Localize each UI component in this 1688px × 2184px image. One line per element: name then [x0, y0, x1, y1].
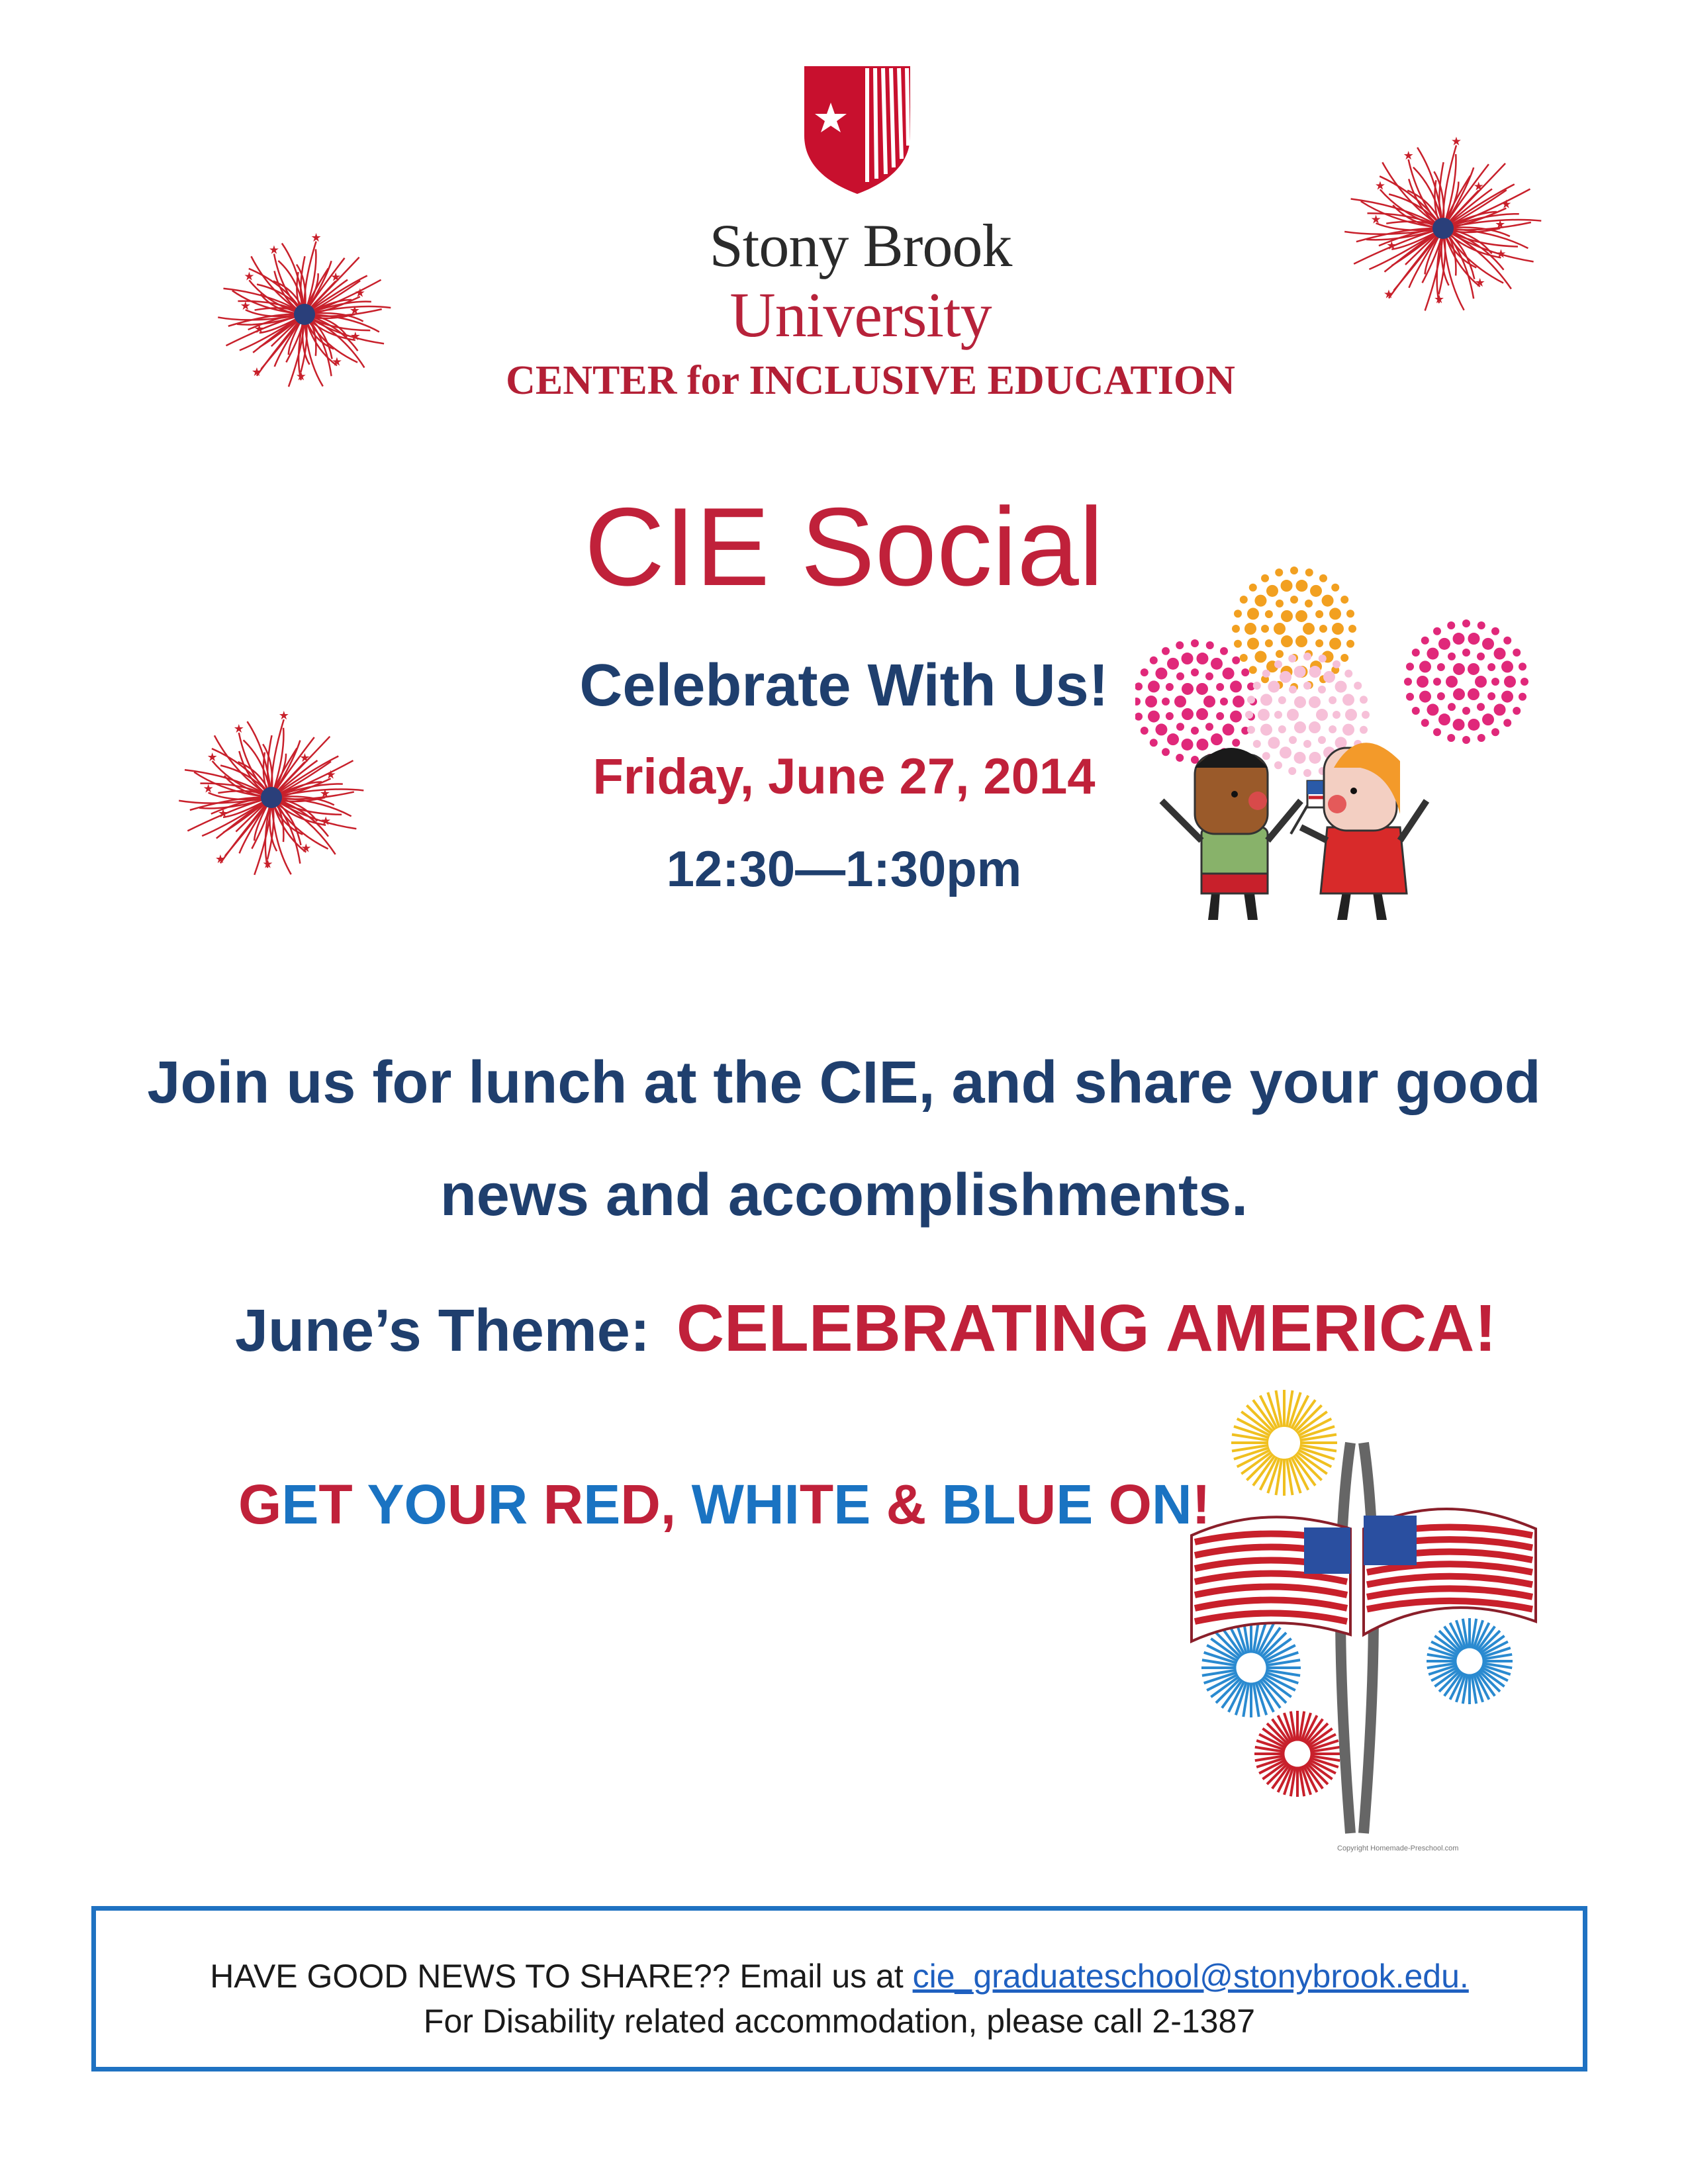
- svg-text:★: ★: [1474, 275, 1485, 289]
- svg-text:★: ★: [301, 841, 312, 855]
- svg-text:★: ★: [1403, 148, 1414, 162]
- slogan-segment: G: [238, 1473, 282, 1535]
- svg-text:★: ★: [1374, 179, 1385, 193]
- event-tagline: Celebrate With Us!: [579, 653, 1109, 719]
- university-name-line2: University: [729, 279, 992, 350]
- email-link[interactable]: cie_graduateschool@stonybrook.edu.: [912, 1958, 1469, 1995]
- svg-text:★: ★: [1450, 134, 1462, 148]
- event-date: Friday, June 27, 2014: [592, 749, 1096, 805]
- slogan-segment: O: [1108, 1473, 1152, 1535]
- svg-text:★: ★: [1433, 293, 1445, 306]
- slogan-segment: T: [318, 1473, 367, 1535]
- slogan-segment: &: [886, 1473, 942, 1535]
- svg-text:★: ★: [310, 230, 322, 244]
- svg-text:★: ★: [299, 751, 310, 765]
- svg-text:★: ★: [214, 852, 226, 866]
- svg-text:★: ★: [251, 365, 262, 379]
- svg-text:★: ★: [319, 787, 331, 800]
- theme-row: [235, 1291, 1497, 1367]
- firework-icon: [179, 218, 430, 410]
- flags-fireworks-icon: [1152, 1383, 1562, 1846]
- svg-text:★: ★: [320, 814, 332, 828]
- notice-line-1: [96, 1957, 1583, 1995]
- slogan-segment: E: [281, 1473, 319, 1535]
- invite-line-2: news and accomplishments.: [440, 1162, 1248, 1228]
- svg-text:★: ★: [1501, 197, 1512, 211]
- svg-text:★: ★: [349, 304, 360, 317]
- slogan-segment: E: [583, 1473, 621, 1535]
- notice-prefix: HAVE GOOD NEWS TO SHARE?? Email us at: [210, 1958, 913, 1995]
- slogan-segment: R: [487, 1473, 543, 1535]
- notice-line-2: For Disability related accommodation, please call 2-1387: [423, 2003, 1256, 2040]
- slogan-segment: YO: [367, 1473, 447, 1535]
- theme-label: June’s Theme:: [235, 1298, 650, 1364]
- event-title: CIE Social: [584, 484, 1104, 609]
- svg-text:★: ★: [354, 286, 365, 300]
- slogan-segment: D,: [620, 1473, 692, 1535]
- slogan-segment: E: [833, 1473, 886, 1535]
- slogan-segment: !: [1192, 1473, 1211, 1535]
- event-time: 12:30—1:30pm: [666, 841, 1022, 897]
- svg-text:★: ★: [207, 750, 218, 764]
- svg-text:★: ★: [350, 330, 361, 343]
- svg-text:★: ★: [1383, 287, 1395, 301]
- svg-text:★: ★: [331, 355, 343, 369]
- stony-brook-shield-icon: [801, 63, 914, 195]
- slogan-segment: T: [799, 1473, 834, 1535]
- svg-text:★: ★: [240, 299, 251, 313]
- svg-text:★: ★: [262, 857, 273, 871]
- slogan-segment: U: [1015, 1473, 1056, 1535]
- notice-box: [91, 1906, 1587, 2071]
- firework-icon: [1291, 119, 1595, 338]
- svg-text:★: ★: [330, 270, 342, 284]
- svg-text:★: ★: [278, 709, 289, 723]
- svg-text:★: ★: [203, 782, 214, 796]
- svg-text:★: ★: [268, 243, 280, 257]
- svg-text:★: ★: [1495, 218, 1506, 231]
- svg-text:★: ★: [233, 722, 244, 736]
- theme-value: CELEBRATING AMERICA!: [676, 1291, 1497, 1365]
- university-name-line1: Stony Brook: [709, 212, 1012, 279]
- svg-text:★: ★: [325, 768, 336, 782]
- illustration-copyright: Copyright Homemade-Preschool.com: [1337, 1844, 1459, 1852]
- svg-text:★: ★: [244, 269, 255, 283]
- invite-line-1: Join us for lunch at the CIE, and share your good: [147, 1050, 1541, 1116]
- svg-text:★: ★: [1473, 179, 1484, 193]
- slogan-segment: BL: [941, 1473, 1016, 1535]
- slogan-segment: U: [447, 1473, 488, 1535]
- slogan-segment: E: [1056, 1473, 1109, 1535]
- svg-text:★: ★: [1386, 238, 1397, 252]
- svg-text:★: ★: [254, 322, 265, 336]
- center-name: CENTER for INCLUSIVE EDUCATION: [506, 358, 1235, 403]
- svg-text:★: ★: [1370, 212, 1382, 226]
- slogan-segment: WHI: [691, 1473, 800, 1535]
- svg-text:★: ★: [217, 806, 229, 820]
- kids-with-flag-icon: [1135, 549, 1546, 973]
- red-white-blue-slogan: [238, 1473, 1211, 1537]
- slogan-segment: N: [1151, 1473, 1192, 1535]
- svg-text:★: ★: [1495, 247, 1507, 261]
- slogan-segment: R: [543, 1473, 584, 1535]
- svg-text:★: ★: [295, 369, 306, 383]
